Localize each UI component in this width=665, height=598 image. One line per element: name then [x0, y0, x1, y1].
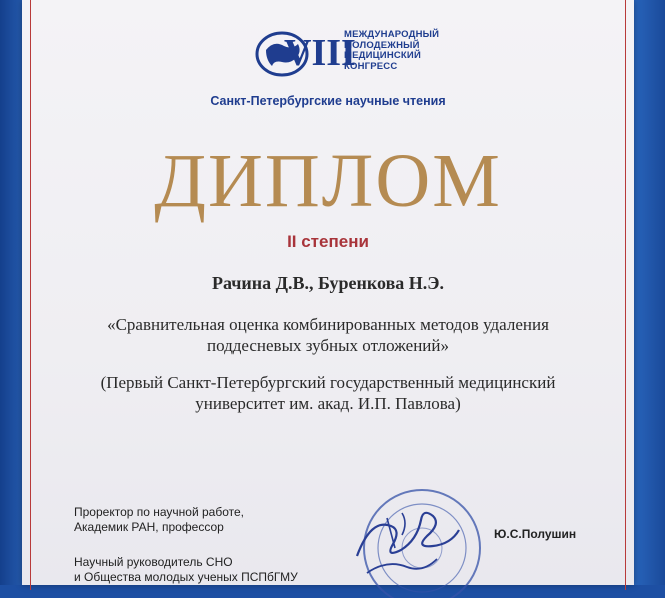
seal-stamp-icon	[327, 478, 502, 598]
diploma-degree: II степени	[287, 232, 369, 251]
congress-line: МОЛОДЕЖНЫЙ	[344, 39, 420, 51]
supervisor-role-line: Научный руководитель СНО	[74, 555, 233, 569]
diploma-authors: Рачина Д.В., Буренкова Н.Э.	[212, 273, 444, 293]
topic-line: поддесневых зубных отложений»	[206, 336, 450, 355]
congress-name	[344, 30, 484, 72]
organization-line: университет им. акад. И.П. Павлова)	[195, 394, 461, 413]
organization-line: (Первый Санкт-Петербургский государственный медицинский	[100, 373, 556, 392]
congress-line: КОНГРЕСС	[344, 60, 398, 72]
signatory-role-line: Проректор по научной работе,	[74, 505, 245, 519]
diploma-topic	[22, 314, 634, 356]
supervisor-role-line: и Общества молодых ученых ПСПбГМУ	[74, 570, 298, 584]
signatory-role	[74, 505, 244, 535]
congress-line: МЕЖДУНАРОДНЫЙ	[344, 29, 440, 40]
topic-line: «Сравнительная оценка комбинированных методов удаления	[107, 315, 549, 334]
diploma-organization	[22, 372, 634, 414]
congress-line: МЕДИЦИНСКИЙ	[344, 50, 421, 61]
diploma-title: ДИПЛОМ	[154, 139, 502, 223]
congress-numeral: VIII	[284, 32, 356, 74]
congress-subtitle: Санкт-Петербургские научные чтения	[210, 94, 446, 108]
signatory-name: Ю.С.Полушин	[494, 527, 577, 541]
diploma-sheet	[22, 0, 634, 585]
supervisor-role	[74, 555, 298, 585]
signatory-role-line: Академик РАН, профессор	[74, 520, 224, 534]
